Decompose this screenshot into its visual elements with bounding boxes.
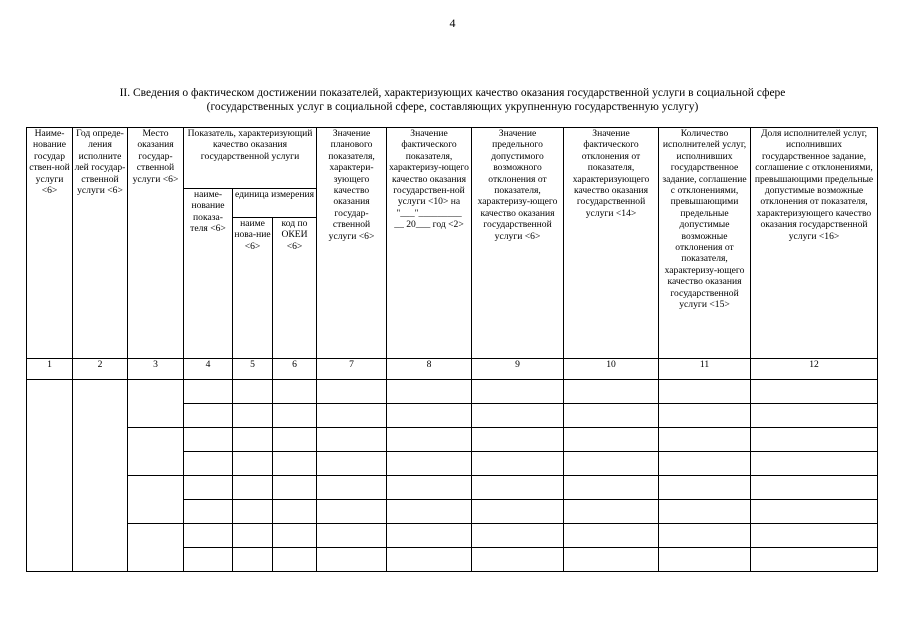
table-cell[interactable]: [317, 476, 387, 500]
table-cell[interactable]: [472, 404, 564, 428]
table-cell[interactable]: [751, 380, 878, 404]
table-cell[interactable]: [184, 452, 233, 476]
header-unit-group: единица измерения: [233, 189, 317, 218]
table-cell[interactable]: [472, 380, 564, 404]
table-cell[interactable]: [317, 380, 387, 404]
header-allowed-deviation: Значение предельного допустимого возможного отклонения от показателя, характеризу-ющего качество оказания государственной услуги <6>: [472, 128, 564, 359]
table-cell[interactable]: [564, 404, 659, 428]
table-cell[interactable]: [564, 500, 659, 524]
table-cell[interactable]: [564, 452, 659, 476]
table-cell[interactable]: [73, 380, 128, 572]
table-cell[interactable]: [317, 524, 387, 548]
table-cell[interactable]: [273, 548, 317, 572]
table-cell[interactable]: [564, 428, 659, 452]
section-title-line-2: (государственных услуг в социальной сфере, составляющих укрупненную государственную услугу): [206, 101, 699, 113]
table-cell[interactable]: [751, 404, 878, 428]
table-cell[interactable]: [273, 500, 317, 524]
table-cell[interactable]: [472, 476, 564, 500]
table-cell[interactable]: [317, 404, 387, 428]
header-unit-name: наиме нова-ние <6>: [233, 218, 273, 359]
table-cell[interactable]: [184, 524, 233, 548]
table-cell[interactable]: [317, 452, 387, 476]
table-cell[interactable]: [184, 548, 233, 572]
header-actual-value-year: __ 20___ год <2>: [394, 219, 464, 231]
table-cell[interactable]: [564, 380, 659, 404]
column-number: 6: [273, 359, 317, 380]
column-number: 5: [233, 359, 273, 380]
table-cell[interactable]: [273, 380, 317, 404]
table-cell[interactable]: [387, 524, 472, 548]
header-indicator-name: наиме-нование показа-теля <6>: [184, 189, 233, 359]
table-cell[interactable]: [317, 500, 387, 524]
table-cell[interactable]: [659, 500, 751, 524]
table-cell[interactable]: [184, 476, 233, 500]
column-number: 9: [472, 359, 564, 380]
table-cell[interactable]: [387, 380, 472, 404]
table-cell[interactable]: [659, 404, 751, 428]
table-cell[interactable]: [659, 548, 751, 572]
table-cell[interactable]: [472, 548, 564, 572]
table-cell[interactable]: [317, 428, 387, 452]
table-cell[interactable]: [128, 524, 184, 572]
table-cell[interactable]: [27, 380, 73, 572]
table-cell[interactable]: [751, 500, 878, 524]
table-cell[interactable]: [128, 380, 184, 428]
table-cell[interactable]: [387, 404, 472, 428]
column-number: 8: [387, 359, 472, 380]
table-cell[interactable]: [273, 428, 317, 452]
table-cell[interactable]: [273, 452, 317, 476]
header-planned-value: Значение планового показателя, характери-зующего качество оказания государ-ственной услуги <6>: [317, 128, 387, 359]
table-cell[interactable]: [387, 548, 472, 572]
column-number: 1: [27, 359, 73, 380]
indicators-table: [26, 127, 878, 572]
table-cell[interactable]: [128, 476, 184, 524]
column-number: 4: [184, 359, 233, 380]
section-title-line-1: II. Сведения о фактическом достижении показателей, характеризующих качество оказания государственной услуги в социальной сфере: [119, 87, 786, 99]
header-year: Год опреде-ления исполните лей государ-ственной услуги <6>: [73, 128, 128, 359]
column-number: 12: [751, 359, 878, 380]
header-actual-value-date: "___"_________: [396, 207, 462, 219]
table-cell[interactable]: [233, 428, 273, 452]
column-number: 7: [317, 359, 387, 380]
table-cell[interactable]: [751, 452, 878, 476]
table-cell[interactable]: [564, 548, 659, 572]
table-cell[interactable]: [273, 524, 317, 548]
header-indicator-group: Показатель, характеризующий качество оказания государственной услуги: [184, 128, 317, 189]
table-cell[interactable]: [751, 476, 878, 500]
table-cell[interactable]: [659, 380, 751, 404]
table-cell[interactable]: [387, 452, 472, 476]
table-cell[interactable]: [659, 524, 751, 548]
header-actual-value-text: Значение фактического показателя, характеризу-ющего качество оказания государствен-ной услуги <10> на: [389, 128, 469, 208]
table-cell[interactable]: [273, 404, 317, 428]
table-cell[interactable]: [233, 548, 273, 572]
table-row: [27, 380, 878, 404]
table-cell[interactable]: [317, 548, 387, 572]
table-cell[interactable]: [233, 500, 273, 524]
table-cell[interactable]: [751, 428, 878, 452]
table-cell[interactable]: [387, 500, 472, 524]
table-cell[interactable]: [659, 452, 751, 476]
table-cell[interactable]: [128, 428, 184, 476]
header-actual-value: [387, 128, 472, 359]
table-cell[interactable]: [233, 452, 273, 476]
table-cell[interactable]: [659, 476, 751, 500]
table-cell[interactable]: [751, 524, 878, 548]
header-executors-share: Доля исполнителей услуг, исполнивших государственное задание, соглашение с отклонениями, превышающими предельные допустимые возможные отклонения от показателя, характеризующего качество оказания государственной услуги <16>: [751, 128, 878, 359]
table-cell[interactable]: [387, 428, 472, 452]
table-cell[interactable]: [184, 404, 233, 428]
table-cell[interactable]: [387, 476, 472, 500]
section-title: [40, 86, 865, 114]
page-number: 4: [449, 16, 456, 30]
table-cell[interactable]: [472, 452, 564, 476]
table-cell[interactable]: [564, 476, 659, 500]
table-cell[interactable]: [233, 404, 273, 428]
header-okei-code: код по ОКЕИ <6>: [273, 218, 317, 359]
header-place: Место оказания государ-ственной услуги <6>: [128, 128, 184, 359]
table-cell[interactable]: [184, 380, 233, 404]
table-cell[interactable]: [233, 380, 273, 404]
table-row: [27, 428, 878, 452]
column-number: 3: [128, 359, 184, 380]
table-cell[interactable]: [273, 476, 317, 500]
header-service-name: Наиме-нование государ ствен-ной услуги <6>: [27, 128, 73, 359]
table-cell[interactable]: [233, 476, 273, 500]
column-number: 11: [659, 359, 751, 380]
table-cell[interactable]: [751, 548, 878, 572]
table-cell[interactable]: [659, 428, 751, 452]
table-cell[interactable]: [472, 500, 564, 524]
table-cell[interactable]: [472, 428, 564, 452]
table-cell[interactable]: [472, 524, 564, 548]
table-row: [27, 524, 878, 548]
table-cell[interactable]: [184, 500, 233, 524]
table-cell[interactable]: [233, 524, 273, 548]
column-number: 10: [564, 359, 659, 380]
header-actual-deviation: Значение фактического отклонения от показателя, характеризующего качество оказания государственной услуги <14>: [564, 128, 659, 359]
table-row: [27, 476, 878, 500]
header-executors-count: Количество исполнителей услуг, исполнивших государственное задание, соглашение с отклонениями, превышающими предельные допустимые возможные отклонения от показателя, характеризу-ющего качество оказания государственной услуги <15>: [659, 128, 751, 359]
table-cell[interactable]: [564, 524, 659, 548]
column-number: 2: [73, 359, 128, 380]
table-cell[interactable]: [184, 428, 233, 452]
